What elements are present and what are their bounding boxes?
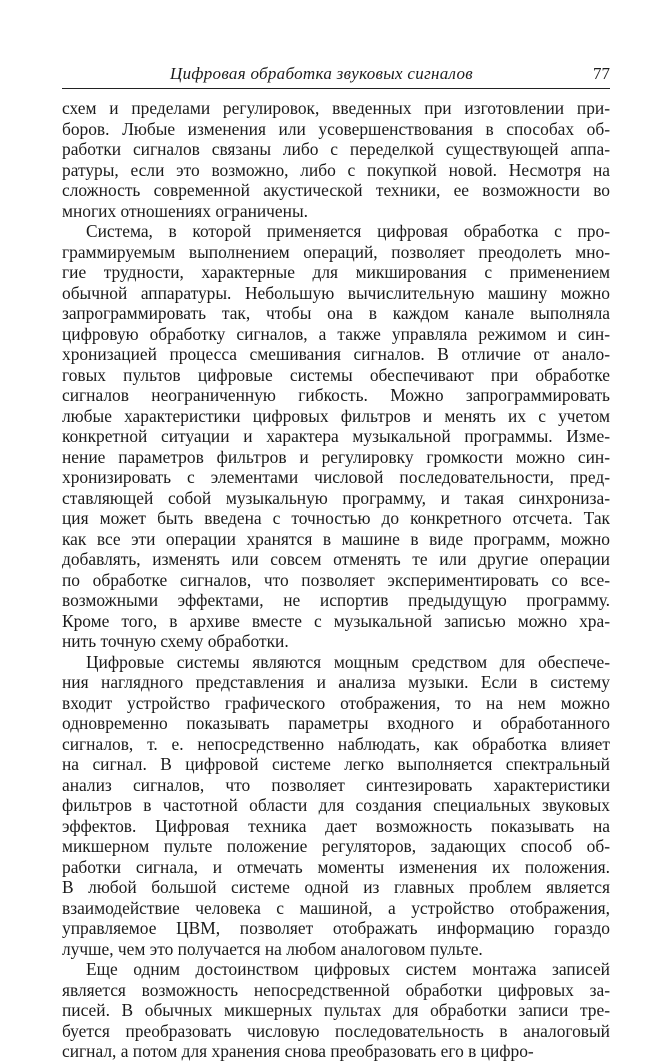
text-line: работки сигнала, и отмечать моменты изменения их положения. [62,856,610,877]
text-line: по обработке сигналов, что позволяет экспериментировать со все- [62,569,610,590]
text-line: взаимодействие человека с машиной, а устройство отображения, [62,897,610,918]
text-line: управляемое ЦВМ, позволяет отображать информацию гораздо [62,918,610,938]
text-line: схем и пределами регулировок, введенных при изготовлении при- [62,98,610,118]
text-line: хронизацией процесса смешивания сигналов. В отличие от анало- [62,344,610,364]
paragraph [62,652,610,960]
text-line: граммируемым выполнением операций, позволяет преодолеть мно- [62,241,610,262]
running-header [62,62,610,89]
text-line: цифровую обработку сигналов, а также управляла режимом и син- [62,323,610,344]
text-line: эффектов. Цифровая техника дает возможность показывать на [62,815,610,836]
running-title: Цифровая обработка звуковых сигналов [170,64,473,83]
text-line: фильтров в частотной области для создания специальных звуковых [62,795,610,815]
text-line: добавлять, изменять или совсем отменять те или другие операции [62,549,610,569]
text-line: входит устройство графического отображения, то на нем можно [62,692,610,713]
text-line: Цифровые системы являются мощным средством для обеспече- [86,651,610,672]
text-line: ставляющей собой музыкальную программу, и такая синхрониза- [62,487,610,508]
text-line: буется преобразовать числовую последовательность в аналоговый [62,1020,610,1041]
text-line: Кроме того, в архиве вместе с музыкальной записью можно хра- [62,610,610,631]
paragraph [62,98,610,221]
text-line: говых пультов цифровые системы обеспечивают при обработке [62,364,610,385]
paragraph [62,221,610,652]
paragraph [62,959,610,1062]
text-line: микшерном пульте положение регуляторов, задающих способ об- [62,836,610,856]
text-line: на сигнал. В цифровой системе легко выполняется спектральный [62,754,610,774]
text-line: В любой большой системе одной из главных проблем является [62,877,610,897]
text-line: как все эти операции хранятся в машине в виде программ, можно [62,528,610,549]
text-line: конкретной ситуации и характера музыкальной программы. Изме- [62,426,610,446]
text-line: хронизировать с элементами числовой последовательности, пред- [62,467,610,487]
text-line: сложность современной акустической техники, ее возможности во [62,180,610,200]
text-line: многих отношениях ограничены. [62,200,308,221]
text-line: одновременно показывать параметры входного и обработанного [62,713,610,733]
text-line: обычной аппаратуры. Небольшую вычислительную машину можно [62,282,610,303]
text-line: возможными эффектами, не испортив предыдущую программу. [62,590,610,610]
text-line: нить точную схему обработки. [62,631,289,651]
text-line: любые характеристики цифровых фильтров и менять их с учетом [62,405,610,426]
page-number: 77 [593,64,610,83]
text-line: является возможность непосредственной обработки цифровых за- [62,979,610,1000]
text-line: боров. Любые изменения или усовершенствования в способах об- [62,118,610,139]
text-line: нение параметров фильтров и регулировку громкости можно син- [62,446,610,467]
text-line: запрограммировать так, чтобы она в каждом канале выполняла [62,303,610,323]
text-line: сигналов, т. е. непосредственно наблюдать, как обработка влияет [62,733,610,754]
text-line: анализ сигналов, что позволяет синтезировать характеристики [62,774,610,795]
text-line: работки сигналов связаны либо с переделкой существующей аппа- [62,139,610,159]
text-line: гие трудности, характерные для микширования с применением [62,262,610,282]
text-line: писей. В обычных микшерных пультах для обработки записи тре- [62,1000,610,1020]
text-line: сигналов неограниченную гибкость. Можно запрограммировать [62,385,610,405]
text-line: ния наглядного представления и анализа музыки. Если в систему [62,672,610,692]
text-line: сигнал, а потом для хранения снова преобразовать его в цифро- [62,1041,534,1061]
text-line: ция может быть введена с точностью до конкретного отсчета. Так [62,508,610,528]
text-line: Еще одним достоинством цифровых систем монтажа записей [86,959,610,979]
body-text [62,98,610,1062]
text-line: Система, в которой применяется цифровая обработка с про- [86,221,610,241]
text-line: лучше, чем это получается на любом аналоговом пульте. [62,938,483,959]
text-line: ратуры, если это возможно, либо с покупкой новой. Несмотря на [62,159,610,180]
